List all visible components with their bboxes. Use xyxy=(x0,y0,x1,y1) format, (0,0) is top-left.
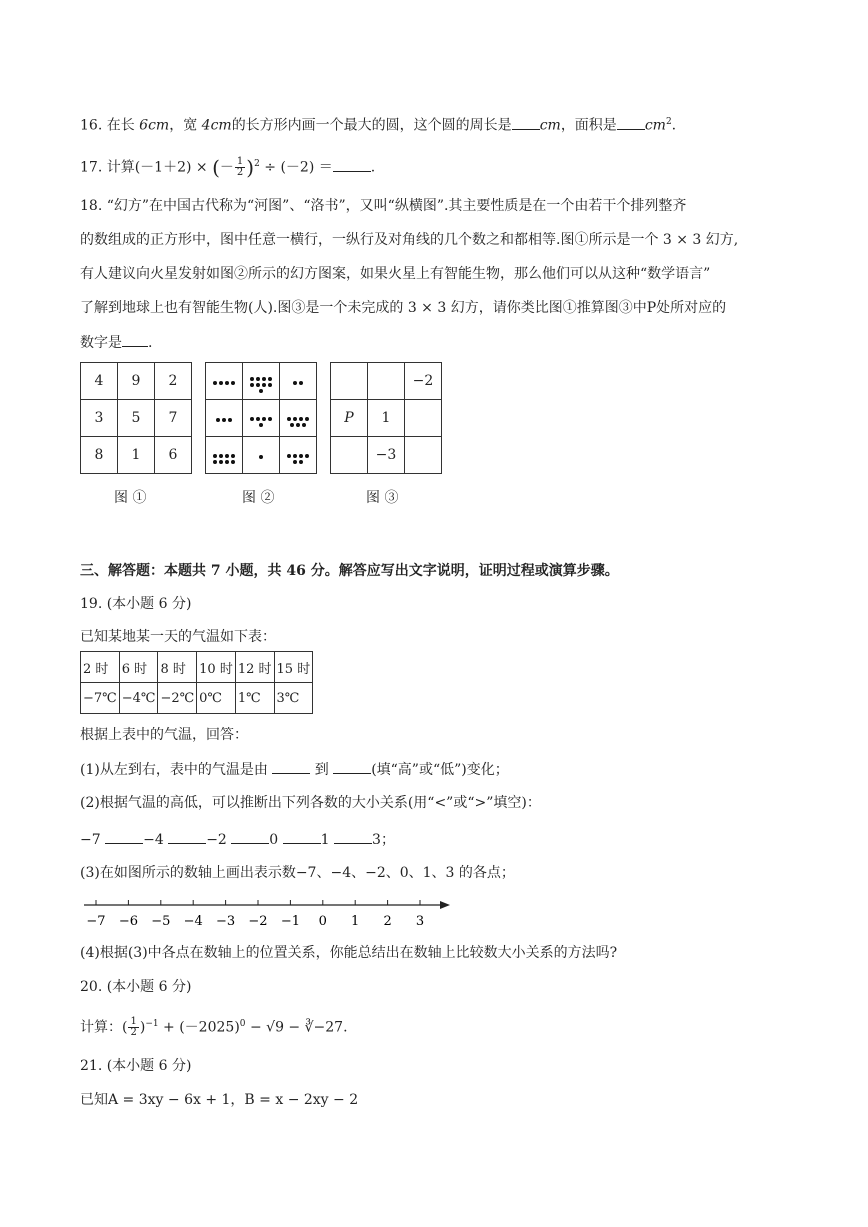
axis-tick-label: −3 xyxy=(216,914,236,929)
arrow-right-icon xyxy=(440,901,450,909)
axis-tick-label: 0 xyxy=(318,914,327,929)
magic-square-fig2-dots xyxy=(205,362,317,474)
dot xyxy=(213,381,217,385)
dot xyxy=(219,460,223,464)
section-three-heading: 三、解答题：本题共 7 小题，共 46 分。解答应写出文字说明，证明过程或演算步骤。 xyxy=(80,563,619,579)
dot-group xyxy=(212,381,236,385)
axis-tick-label: −7 xyxy=(86,914,106,929)
dot xyxy=(259,455,263,459)
question-21-text: 已知A = 3xy − 6x + 1，B = x − 2xy − 2 xyxy=(80,1092,359,1108)
axis-tick-label: −2 xyxy=(248,914,268,929)
dot xyxy=(262,417,266,421)
dot xyxy=(225,460,229,464)
dot xyxy=(256,383,260,387)
axis-tick-label: −1 xyxy=(280,914,300,929)
question-18-line1: 18. “幻方”在中国古代称为“河图”、“洛书”，又叫“纵横图”.其主要性质是在一个由若干个排列整齐 xyxy=(80,198,687,214)
question-19-head: 19. (本小题 6 分) xyxy=(80,596,192,612)
question-21-head: 21. (本小题 6 分) xyxy=(80,1058,192,1074)
answer-blank[interactable] xyxy=(334,829,372,844)
dot xyxy=(231,381,235,385)
temperature-table: 2 时 6 时 8 时 10 时 12 时 15 时 −7℃ −4℃ −2℃ 0℃ 1℃ 3℃ xyxy=(80,651,313,714)
answer-blank[interactable] xyxy=(617,115,645,130)
dot xyxy=(262,377,266,381)
dot xyxy=(302,423,306,427)
dot xyxy=(299,417,303,421)
dot xyxy=(259,389,263,393)
question-18-line4: 了解到地球上也有智能生物(人).图③是一个未完成的 3 × 3 幻方，请你类比图①推算图③中P处所对应的 xyxy=(80,300,727,316)
answer-blank[interactable] xyxy=(333,157,371,172)
dot xyxy=(228,418,232,422)
dot xyxy=(250,377,254,381)
answer-blank[interactable] xyxy=(231,829,269,844)
fig2-caption: 图 ② xyxy=(242,490,275,506)
dot xyxy=(222,418,226,422)
question-17: 17. 计算(－1＋2) × (－ $\frac{1}{2}$ )$^2$ ÷ (－2) ＝ . xyxy=(80,155,376,180)
answer-blank[interactable] xyxy=(122,332,148,347)
fig1-caption: 图 ① xyxy=(114,490,147,506)
dot xyxy=(225,454,229,458)
dot xyxy=(293,454,297,458)
dot xyxy=(256,377,260,381)
answer-blank[interactable] xyxy=(105,829,143,844)
dot xyxy=(259,423,263,427)
dot xyxy=(293,460,297,464)
dot xyxy=(256,417,260,421)
dot xyxy=(231,460,235,464)
axis-tick-label: −5 xyxy=(151,914,171,929)
answer-blank[interactable] xyxy=(333,759,371,774)
question-19-part1: (1)从左到右，表中的气温是由 到 (填“高”或“低”)变化； xyxy=(80,759,509,780)
question-18-line3: 有人建议向火星发射如图②所示的幻方图案，如果火星上有智能生物，那么他们可以从这种“数学语言” xyxy=(80,266,711,282)
question-20-expr: 计算：( $\frac{1}{2}$ )$^{-1} + (-2025)^0 - √9$ − ∛−27. xyxy=(80,1016,348,1039)
dot-group xyxy=(212,418,236,422)
question-19-part2: (2)根据气温的高低，可以推断出下列各数的大小关系(用“<”或“>”填空)： xyxy=(80,795,541,811)
magic-square-fig1: 4 9 2 3 5 7 8 1 6 xyxy=(80,362,192,474)
dot xyxy=(287,417,291,421)
dot xyxy=(250,417,254,421)
answer-blank[interactable] xyxy=(272,759,310,774)
axis-tick-label: −4 xyxy=(183,914,203,929)
dot-group xyxy=(249,377,273,393)
dot xyxy=(293,417,297,421)
dot xyxy=(268,417,272,421)
axis-tick-label: 3 xyxy=(415,914,425,929)
dot-group xyxy=(249,455,273,459)
magic-square-fig3: −2 P 1 −3 xyxy=(330,362,442,474)
dot xyxy=(219,381,223,385)
axis-tick-label: −6 xyxy=(118,914,138,929)
dot-group xyxy=(286,381,310,385)
dot xyxy=(225,381,229,385)
dot xyxy=(262,383,266,387)
dot xyxy=(305,454,309,458)
question-19-ask: 根据上表中的气温，回答： xyxy=(80,727,248,743)
fig3-caption: 图 ③ xyxy=(366,490,399,506)
dot xyxy=(216,418,220,422)
dot-group xyxy=(212,454,236,464)
dot-group xyxy=(286,454,310,464)
dot xyxy=(290,423,294,427)
fraction: $\frac{1}{2}$ xyxy=(130,1016,137,1039)
dot xyxy=(299,381,303,385)
axis-tick-label: 2 xyxy=(383,914,392,929)
question-19-compare: −7 −4 −2 0 1 3； xyxy=(80,829,395,850)
dot-group xyxy=(249,417,273,427)
question-19-intro: 已知某地某一天的气温如下表： xyxy=(80,629,276,645)
dot xyxy=(299,454,303,458)
dot xyxy=(299,460,303,464)
number-line[interactable] xyxy=(84,893,454,933)
question-18-line5: 数字是 . xyxy=(80,332,152,353)
question-18-line2: 的数组成的正方形中，图中任意一横行，一纵行及对角线的几个数之和都相等.图①所示是一个 3 × 3 幻方, xyxy=(80,232,739,248)
axis-tick-label: 1 xyxy=(351,914,360,929)
fraction: $\frac{1}{2}$ xyxy=(236,156,244,179)
question-20-head: 20. (本小题 6 分) xyxy=(80,979,192,995)
dot xyxy=(296,423,300,427)
dot xyxy=(268,383,272,387)
dot xyxy=(305,417,309,421)
dot xyxy=(231,454,235,458)
answer-blank[interactable] xyxy=(168,829,206,844)
dot xyxy=(250,383,254,387)
dot xyxy=(293,381,297,385)
question-19-part4: (4)根据(3)中各点在数轴上的位置关系，你能总结出在数轴上比较数大小关系的方法吗? xyxy=(80,945,618,961)
dot xyxy=(287,454,291,458)
dot xyxy=(213,454,217,458)
dot xyxy=(268,377,272,381)
question-19-part3: (3)在如图所示的数轴上画出表示数−7、−4、−2、0、1、3 的各点； xyxy=(80,865,515,881)
question-16: 16. 在长 6cm，宽 4cm的长方形内画一个最大的圆，这个圆的周长是 cm，面积是 $cm^2$. xyxy=(80,112,676,136)
dot-group xyxy=(286,417,310,427)
answer-blank[interactable] xyxy=(512,115,540,130)
dot xyxy=(219,454,223,458)
dot xyxy=(213,460,217,464)
answer-blank[interactable] xyxy=(283,829,321,844)
